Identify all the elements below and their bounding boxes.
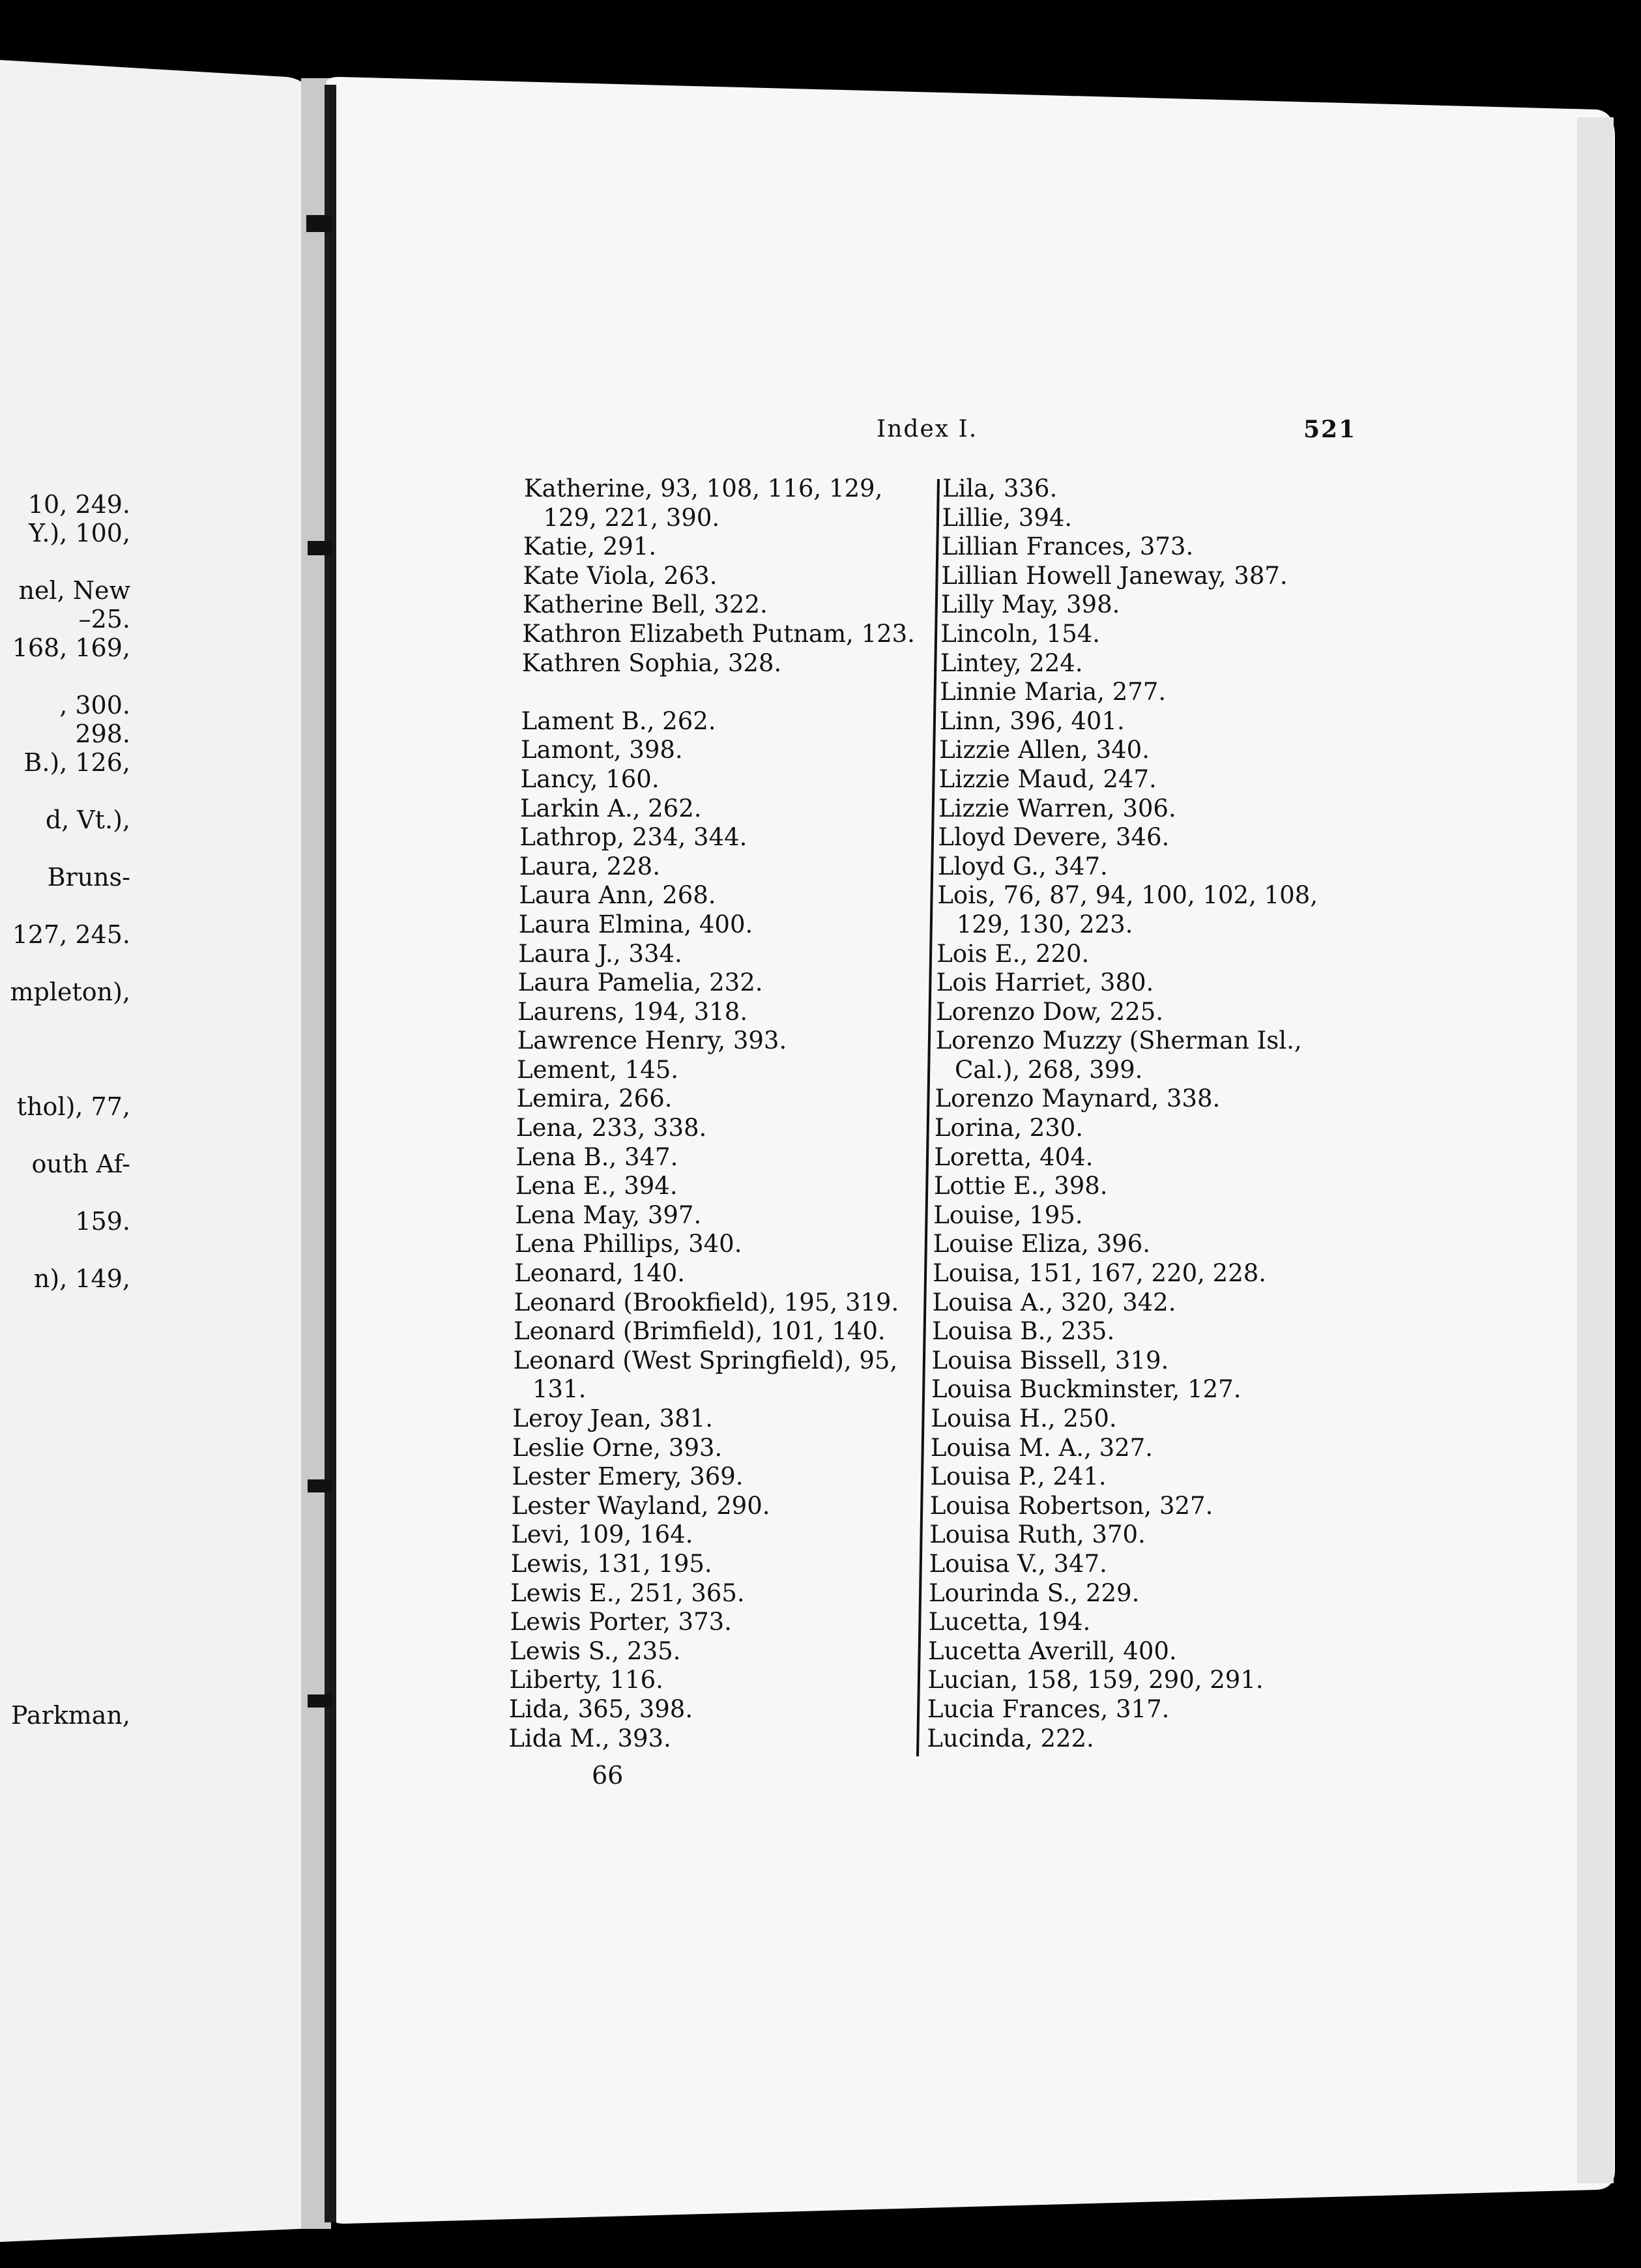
index-entry: Lawrence Henry, 393. <box>517 1026 787 1055</box>
index-entry: Lida M., 393. <box>508 1724 671 1752</box>
index-entry: Leonard, 140. <box>514 1259 686 1288</box>
index-entry: Lincoln, 154. <box>940 619 1101 648</box>
index-entry: Lena, 233, 338. <box>516 1114 707 1142</box>
index-entry: Lorina, 230. <box>934 1114 1084 1142</box>
index-entry: Lucetta, 194. <box>928 1608 1091 1636</box>
left-page-fragment <box>0 777 130 806</box>
index-entry: Lottie E., 398. <box>933 1172 1108 1200</box>
index-entry: Louise, 195. <box>933 1200 1083 1229</box>
index-entry: Louisa Ruth, 370. <box>929 1520 1146 1549</box>
index-entry: Louisa P., 241. <box>930 1462 1107 1491</box>
index-entry: Laura Elmina, 400. <box>518 910 753 938</box>
index-entry: Lois, 76, 87, 94, 100, 102, 108, <box>937 881 1318 910</box>
index-entry: Louisa H., 250. <box>931 1404 1117 1432</box>
index-entry: Lida, 365, 398. <box>508 1694 693 1723</box>
left-page-fragment: 298. <box>75 720 130 748</box>
left-page-fragments <box>0 490 130 1293</box>
left-page-fragment <box>0 1236 130 1264</box>
running-head: Index I. <box>877 416 978 443</box>
index-entry: Katherine Bell, 322. <box>522 590 768 619</box>
index-entry: Liberty, 116. <box>509 1666 663 1694</box>
left-page-fragment <box>0 1064 130 1092</box>
index-entry: Lucetta Averill, 400. <box>928 1636 1177 1665</box>
index-entry: Lena May, 397. <box>515 1200 702 1229</box>
index-column-left <box>508 474 915 1753</box>
index-entry: Lamont, 398. <box>521 736 683 764</box>
left-page-fragment: d, Vt.), <box>45 806 130 834</box>
index-entry: Levi, 109, 164. <box>511 1520 693 1549</box>
index-entry: Louisa M. A., 327. <box>930 1433 1153 1462</box>
index-column-right <box>927 474 1318 1753</box>
index-entry: Lament B., 262. <box>521 706 716 735</box>
index-entry: Leonard (West Springfield), 95, <box>513 1346 898 1374</box>
left-page-fragment: thol), 77, <box>16 1092 130 1121</box>
index-entry: Laura Pamelia, 232. <box>517 968 763 997</box>
left-page-fragment <box>0 547 130 576</box>
page-number: 521 <box>1303 416 1357 443</box>
index-entry: Lourinda S., 229. <box>929 1578 1140 1607</box>
index-entry: Louise Eliza, 396. <box>933 1230 1150 1258</box>
left-page-fragment: outh Af- <box>31 1150 130 1178</box>
left-page-fragment <box>0 1121 130 1150</box>
index-entry: Lement, 145. <box>517 1055 679 1084</box>
index-entry: Laura J., 334. <box>518 939 682 968</box>
index-entry: Lewis, 131, 195. <box>510 1549 712 1578</box>
index-entry-continuation: 129, 221, 390. <box>543 503 720 532</box>
index-entry: Lorenzo Dow, 225. <box>936 997 1164 1026</box>
index-gap <box>521 678 915 707</box>
signature-mark: 66 <box>592 1761 624 1790</box>
stitch-mark <box>308 1479 332 1492</box>
left-page-fragment: B.), 126, <box>23 748 130 777</box>
left-page-fragment <box>0 892 130 920</box>
index-entry: Lizzie Allen, 340. <box>939 736 1150 764</box>
index-entry: Laura Ann, 268. <box>519 881 716 910</box>
index-entry: Lilly May, 398. <box>940 590 1120 619</box>
index-entry-continuation: Cal.), 268, 399. <box>955 1055 1143 1084</box>
index-entry: Lizzie Warren, 306. <box>938 794 1176 822</box>
left-page-fragment <box>0 1006 130 1035</box>
index-entry: Lloyd G., 347. <box>937 852 1108 880</box>
index-entry: Linnie Maria, 277. <box>940 678 1167 706</box>
right-edge-shadow <box>1577 117 1614 2183</box>
index-entry: Lancy, 160. <box>520 764 660 793</box>
left-page-fragment: –25. <box>78 605 130 633</box>
index-entry-continuation: 131. <box>532 1375 587 1404</box>
index-entry: Leslie Orne, 393. <box>512 1433 723 1462</box>
stitch-mark <box>308 1694 332 1708</box>
left-page-fragment <box>0 1178 130 1207</box>
index-entry: Lewis E., 251, 365. <box>510 1578 745 1607</box>
index-entry: Laurens, 194, 318. <box>517 997 748 1026</box>
left-page-fragment: n), 149, <box>33 1264 130 1293</box>
index-entry: Leonard (Brookfield), 195, 319. <box>514 1288 899 1316</box>
left-page-fragment: 127, 245. <box>12 920 130 949</box>
index-entry: Katie, 291. <box>523 532 657 561</box>
index-entry: Lila, 336. <box>942 474 1058 502</box>
index-entry: Lillie, 394. <box>942 503 1073 532</box>
index-entry: Kate Viola, 263. <box>523 561 718 590</box>
index-entry: Lois Harriet, 380. <box>936 968 1154 997</box>
left-page-fragment: mpleton), <box>10 978 130 1006</box>
index-entry: Kathron Elizabeth Putnam, 123. <box>522 619 915 648</box>
left-page-fragment: , 300. <box>59 691 130 720</box>
index-entry: Lena Phillips, 340. <box>514 1230 742 1258</box>
left-page-fragment-bottom: Parkman, <box>11 1701 130 1730</box>
index-entry: Louisa B., 235. <box>932 1317 1115 1346</box>
index-entry: Lena B., 347. <box>516 1142 678 1171</box>
index-entry: Louisa Buckminster, 127. <box>931 1375 1242 1404</box>
index-entry: Loretta, 404. <box>934 1142 1094 1171</box>
index-entry: Lester Wayland, 290. <box>511 1491 770 1520</box>
left-page-fragment: 168, 169, <box>12 633 130 662</box>
index-entry: Lewis S., 235. <box>510 1636 681 1665</box>
index-entry: Lillian Howell Janeway, 387. <box>941 561 1288 590</box>
index-entry: Lathrop, 234, 344. <box>519 823 748 852</box>
index-entry: Linn, 396, 401. <box>939 706 1125 735</box>
index-entry: Katherine, 93, 108, 116, 129, <box>524 474 883 502</box>
index-entry: Lorenzo Maynard, 338. <box>935 1084 1221 1113</box>
index-entry: Lloyd Devere, 346. <box>938 823 1170 852</box>
index-entry: Lester Emery, 369. <box>512 1462 744 1491</box>
index-entry: Lewis Porter, 373. <box>510 1608 732 1636</box>
left-page-fragment: nel, New <box>18 576 130 605</box>
left-page-fragment <box>0 834 130 863</box>
stitch-mark <box>306 215 332 232</box>
index-entry: Lintey, 224. <box>940 648 1083 677</box>
left-page-fragment: 159. <box>75 1207 130 1236</box>
left-page-fragment <box>0 662 130 691</box>
index-entry: Laura, 228. <box>519 852 660 880</box>
left-page-fragment: Bruns- <box>47 863 130 892</box>
index-entry: Lucinda, 222. <box>927 1724 1094 1752</box>
index-entry: Lemira, 266. <box>516 1084 673 1113</box>
index-entry-continuation: 129, 130, 223. <box>956 910 1133 938</box>
index-entry: Louisa Robertson, 327. <box>929 1491 1213 1520</box>
left-page-fragment: Y.), 100, <box>29 519 130 547</box>
index-entry: Lizzie Maud, 247. <box>938 764 1157 793</box>
left-page-fragment: 10, 249. <box>27 490 130 519</box>
index-entry: Lorenzo Muzzy (Sherman Isl., <box>935 1026 1302 1055</box>
index-entry: Lucian, 158, 159, 290, 291. <box>927 1666 1264 1694</box>
index-entry: Louisa Bissell, 319. <box>931 1346 1169 1374</box>
index-entry: Leroy Jean, 381. <box>512 1404 714 1432</box>
left-page-fragment <box>0 949 130 978</box>
index-entry: Lena E., 394. <box>515 1172 678 1200</box>
index-entry: Louisa A., 320, 342. <box>932 1288 1176 1316</box>
stitch-mark <box>308 541 332 555</box>
index-entry: Larkin A., 262. <box>519 794 702 822</box>
index-entry: Louisa V., 347. <box>929 1549 1107 1578</box>
left-page-fragment <box>0 1035 130 1064</box>
index-entry: Kathren Sophia, 328. <box>521 648 782 677</box>
index-entry: Leonard (Brimfield), 101, 140. <box>514 1317 886 1346</box>
index-entry: Louisa, 151, 167, 220, 228. <box>933 1259 1267 1288</box>
index-entry: Lois E., 220. <box>937 939 1090 968</box>
binding-strip <box>325 85 336 2222</box>
index-entry: Lillian Frances, 373. <box>941 532 1194 561</box>
index-entry: Lucia Frances, 317. <box>927 1694 1170 1723</box>
